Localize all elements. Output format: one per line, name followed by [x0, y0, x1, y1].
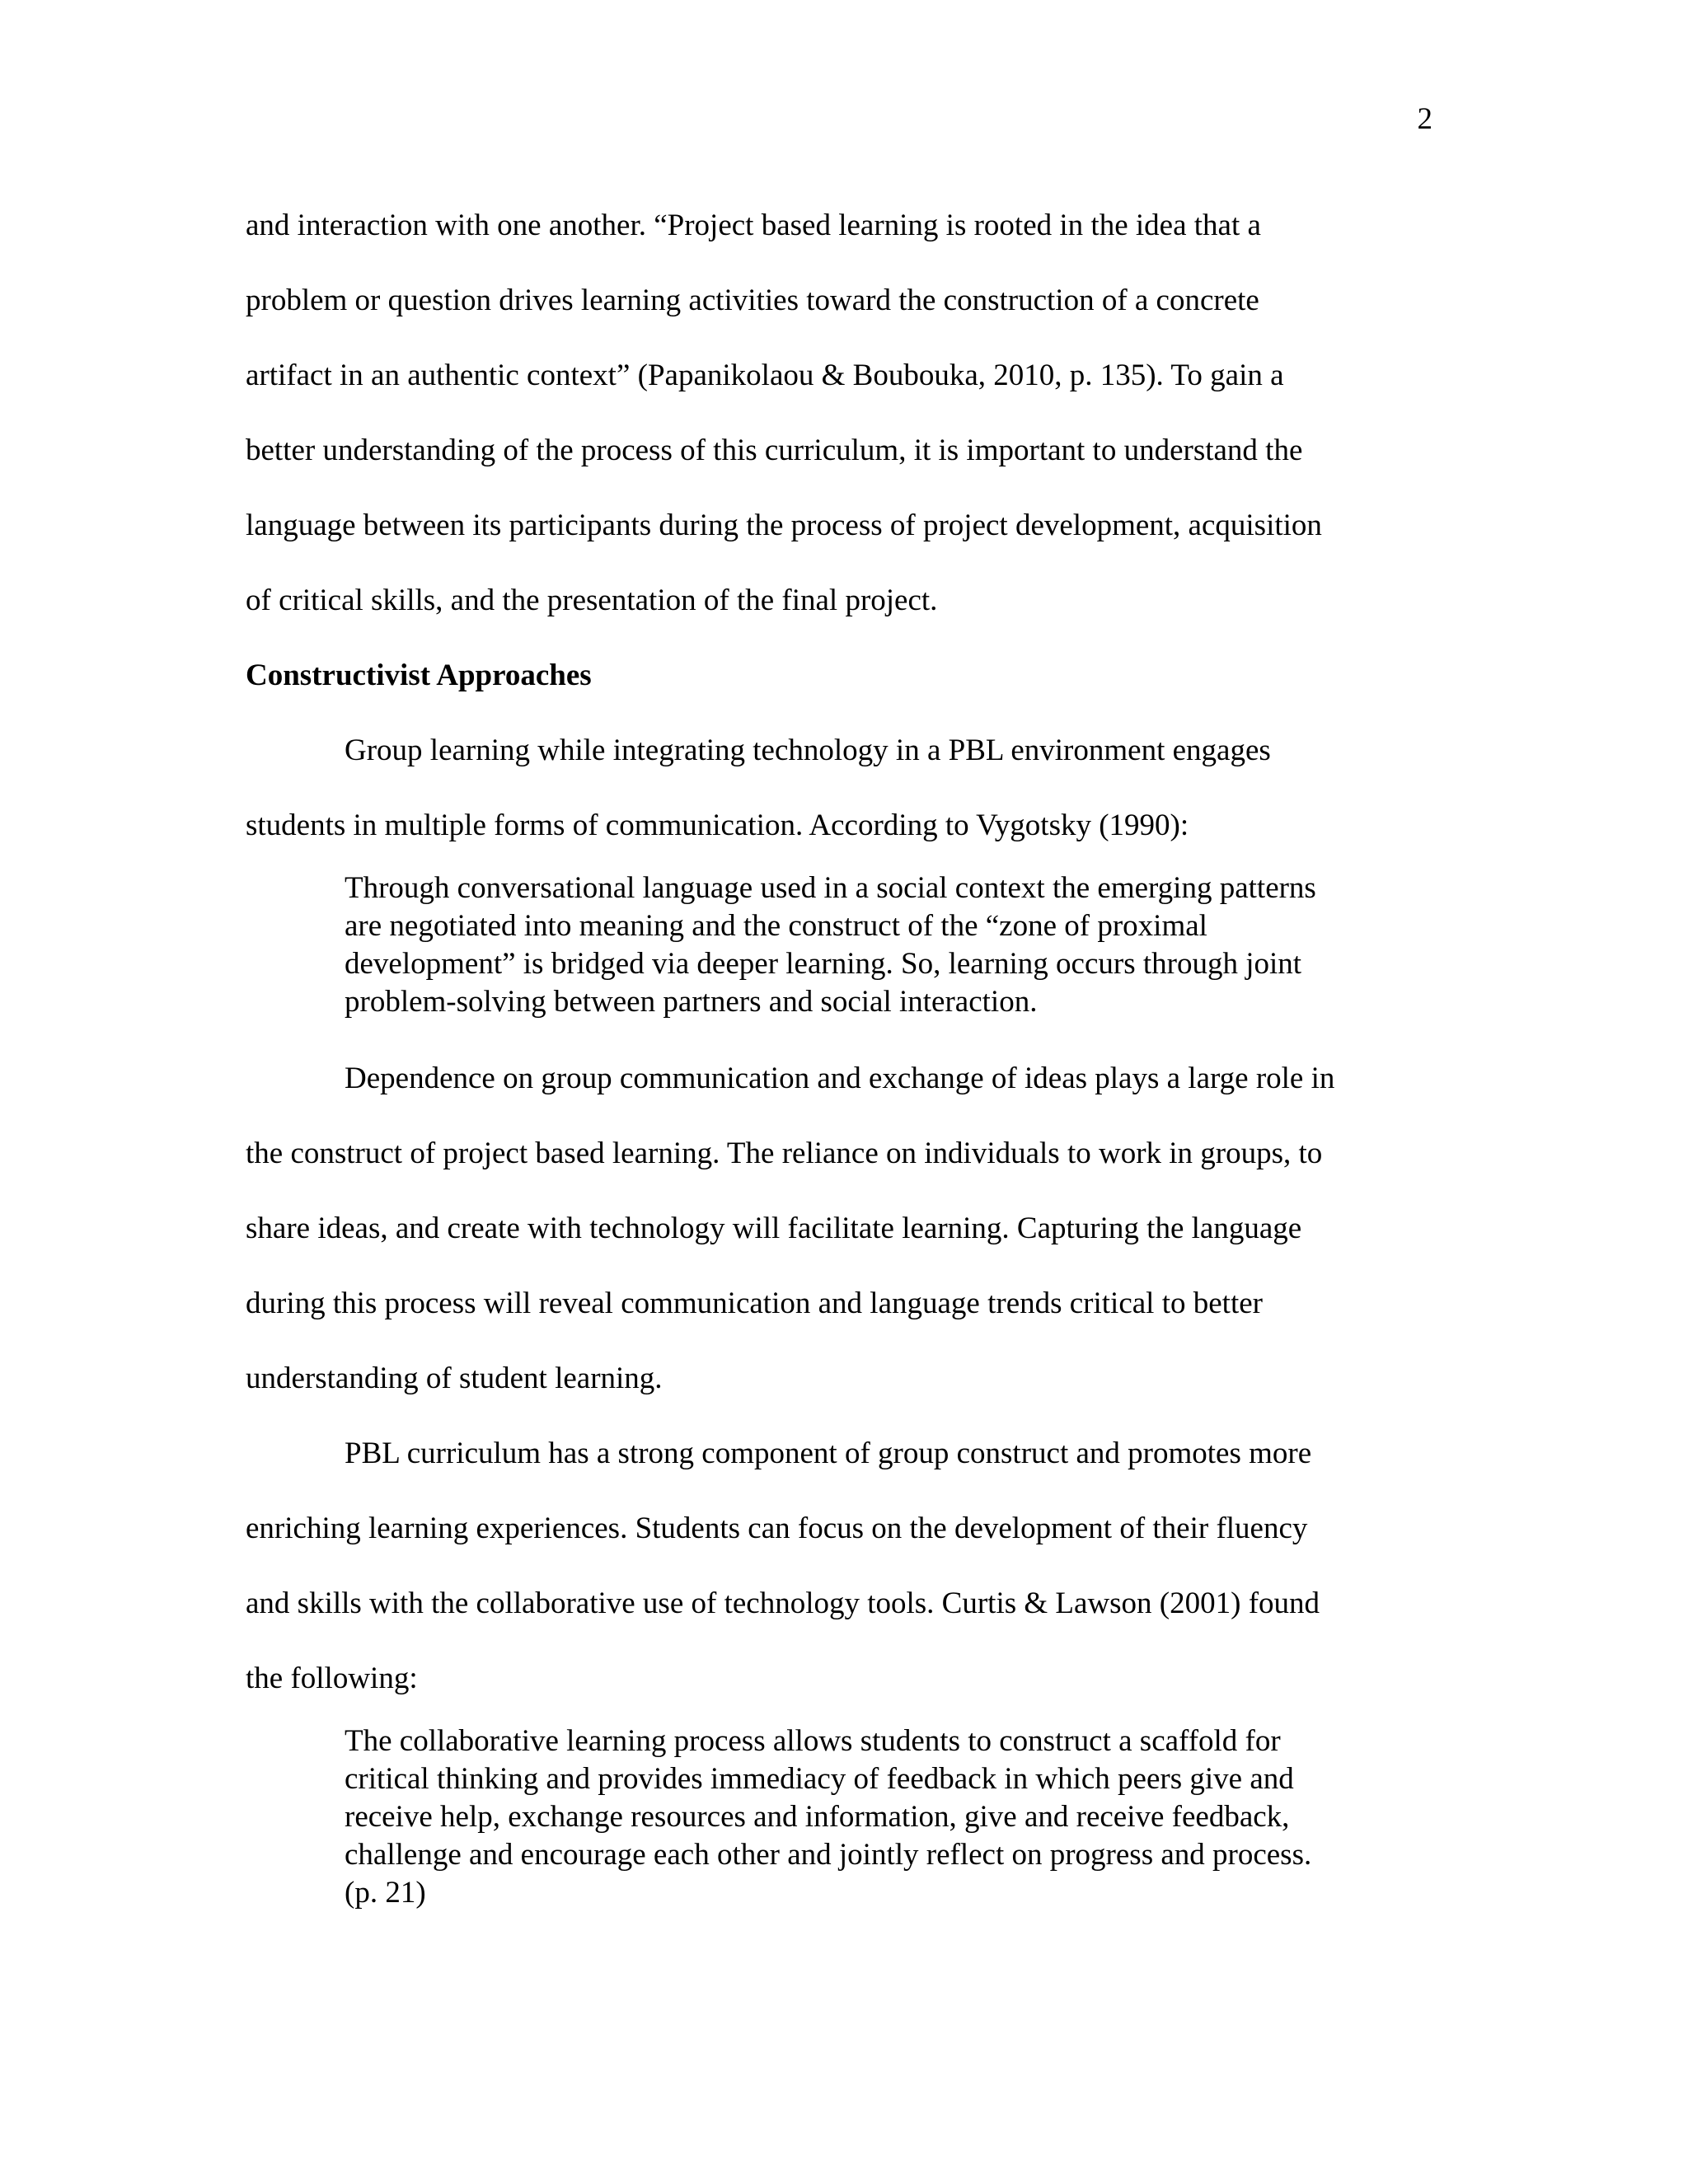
paragraph-group-learning: [246, 713, 1449, 863]
text-line: and skills with the collaborative use of technology tools. Curtis & Lawson (2001) found: [246, 1586, 1320, 1620]
quote-line: receive help, exchange resources and information, give and receive feedback,: [345, 1800, 1290, 1834]
quote-line: critical thinking and provides immediacy of feedback in which peers give and: [345, 1762, 1294, 1796]
quote-line: The collaborative learning process allows students to construct a scaffold for: [345, 1724, 1281, 1758]
text-line: language between its participants during the process of project development, acquisition: [246, 509, 1322, 542]
text-line: better understanding of the process of this curriculum, it is important to understand the: [246, 434, 1303, 467]
block-quote-vygotsky: [345, 869, 1449, 1021]
text-line: understanding of student learning.: [246, 1361, 663, 1395]
text-line: Group learning while integrating technology in a PBL environment engages: [345, 733, 1271, 767]
text-line: Dependence on group communication and exchange of ideas plays a large role in: [345, 1062, 1335, 1095]
text-line: the following:: [246, 1661, 418, 1695]
quote-line: development” is bridged via deeper learning. So, learning occurs through joint: [345, 947, 1302, 981]
paragraph-dependence: [246, 1041, 1449, 1416]
quote-line: are negotiated into meaning and the construct of the “zone of proximal: [345, 909, 1207, 943]
paragraph-pbl-curriculum: [246, 1416, 1449, 1716]
text-line: PBL curriculum has a strong component of group construct and promotes more: [345, 1436, 1312, 1470]
document-body: [246, 188, 1449, 1932]
text-line: during this process will reveal communication and language trends critical to better: [246, 1286, 1263, 1320]
text-line: and interaction with one another. “Project based learning is rooted in the idea that a: [246, 209, 1261, 242]
quote-line: Through conversational language used in a social context the emerging patterns: [345, 871, 1316, 905]
paragraph-intro: [246, 188, 1449, 638]
quote-line: challenge and encourage each other and jointly reflect on progress and process.: [345, 1838, 1312, 1872]
text-line: artifact in an authentic context” (Papanikolaou & Boubouka, 2010, p. 135). To gain a: [246, 359, 1284, 392]
text-line: of critical skills, and the presentation of the final project.: [246, 583, 938, 617]
block-quote-curtis-lawson: [345, 1722, 1449, 1912]
quote-line: (p. 21): [345, 1876, 426, 1910]
text-line: enriching learning experiences. Students can focus on the development of their fluency: [246, 1511, 1308, 1545]
page-number: 2: [1417, 102, 1432, 136]
text-line: share ideas, and create with technology will facilitate learning. Capturing the language: [246, 1212, 1302, 1245]
section-heading: Constructivist Approaches: [246, 658, 592, 692]
text-line: students in multiple forms of communication. According to Vygotsky (1990):: [246, 808, 1189, 842]
text-line: the construct of project based learning. The reliance on individuals to work in groups, to: [246, 1137, 1323, 1170]
text-line: problem or question drives learning activities toward the construction of a concrete: [246, 284, 1259, 317]
quote-line: problem-solving between partners and social interaction.: [345, 985, 1038, 1019]
